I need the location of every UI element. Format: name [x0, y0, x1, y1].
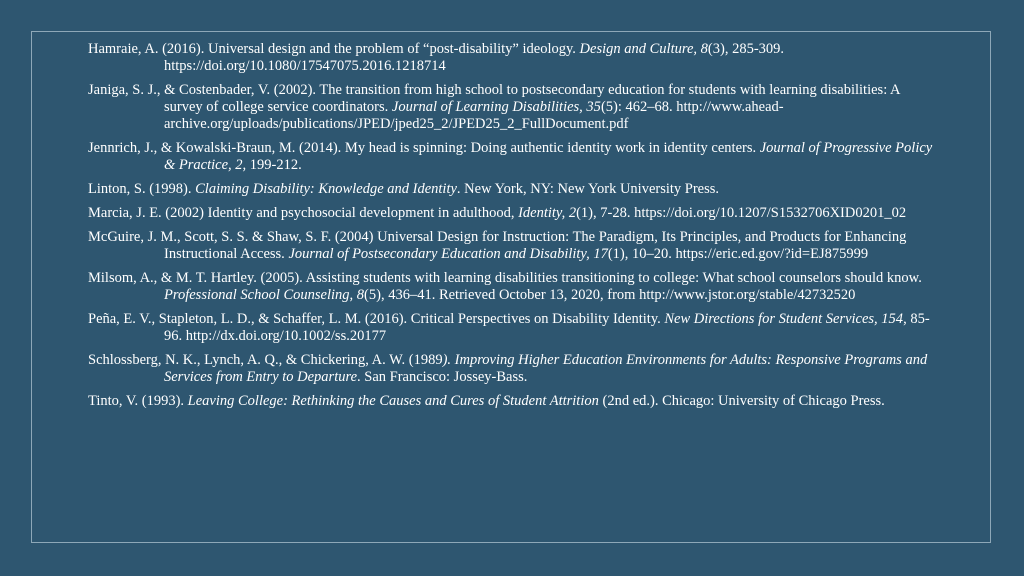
reference-text: Marcia, J. E. (2002) Identity and psychosocial development in adulthood, [88, 205, 519, 221]
reference-source: Journal of Progressive Policy & Practice, 2, [164, 140, 933, 173]
reference-entry [88, 181, 938, 198]
reference-entry [88, 41, 938, 75]
reference-text: Schlossberg, N. K., Lynch, A. Q., & Chickering, A. W. (1989 [88, 352, 443, 368]
reference-entry [88, 205, 938, 222]
reference-text: (1), 10–20. https://eric.ed.gov/?id=EJ875999 [607, 246, 869, 262]
reference-source: Professional School Counseling, 8 [164, 287, 365, 303]
reference-text: McGuire, J. M., Scott, S. S. & Shaw, S. F. (2004) Universal Design for Instruction: The Paradigm, Its Principles, and Products for Enhancing Instructional Access. [88, 229, 907, 262]
reference-entry [88, 229, 938, 263]
reference-text: Jennrich, J., & Kowalski-Braun, M. (2014). My head is spinning: Doing authentic identity work in identity centers. [88, 140, 760, 156]
reference-text: Tinto, V. (1993). [88, 393, 188, 409]
reference-text: (1), 7-28. https://doi.org/10.1207/S1532706XID0201_02 [576, 205, 907, 221]
reference-entry [88, 311, 938, 345]
reference-source: Claiming Disability: Knowledge and Identity [195, 181, 457, 197]
reference-text: (5): 462–68. http://www.ahead-archive.org/uploads/publications/JPED/jped25_2/JPED25_2_FullDocument.pdf [164, 99, 784, 132]
reference-text: (5), 436–41. Retrieved October 13, 2020, from http://www.jstor.org/stable/42732520 [364, 287, 856, 303]
reference-text: Janiga, S. J., & Costenbader, V. (2002). The transition from high school to postsecondary education for students with learning disabilities: A survey of college service coordinators. [88, 82, 900, 115]
reference-text: 199-212. [246, 157, 302, 173]
reference-source: Identity, 2 [518, 205, 577, 221]
reference-source: Leaving College: Rethinking the Causes and Cures of Student Attrition [187, 393, 599, 409]
reference-text: (2nd ed.). Chicago: University of Chicago Press. [598, 393, 885, 409]
reference-entry [88, 82, 938, 133]
reference-text: . San Francisco: Jossey-Bass. [357, 369, 528, 385]
reference-text: Peña, E. V., Stapleton, L. D., & Schaffer, L. M. (2016). Critical Perspectives on Disability Identity. [88, 311, 665, 327]
reference-entry [88, 393, 938, 410]
reference-source: Journal of Learning Disabilities, 35 [391, 99, 601, 115]
reference-text: (3), 285-309. https://doi.org/10.1080/17547075.2016.1218714 [164, 41, 785, 74]
reference-source: Design and Culture, 8 [579, 41, 708, 57]
reference-list [88, 41, 938, 417]
reference-entry [88, 140, 938, 174]
reference-text: Milsom, A., & M. T. Hartley. (2005). Assisting students with learning disabilities transitioning to college: What school counselors should know. [88, 270, 922, 286]
reference-text: Linton, S. (1998). [88, 181, 196, 197]
reference-entry [88, 270, 938, 304]
reference-text: , 85-96. http://dx.doi.org/10.1002/ss.20177 [164, 311, 930, 344]
reference-text: Hamraie, A. (2016). Universal design and the problem of “post-disability” ideology. [88, 41, 580, 57]
reference-source: ). Improving Higher Education Environments for Adults: Responsive Programs and Services from Entry to Departure [164, 352, 928, 385]
reference-source: New Directions for Student Services, 154 [664, 311, 904, 327]
reference-text: . New York, NY: New York University Press. [456, 181, 720, 197]
reference-source: Journal of Postsecondary Education and Disability, 17 [288, 246, 608, 262]
reference-entry [88, 352, 938, 386]
